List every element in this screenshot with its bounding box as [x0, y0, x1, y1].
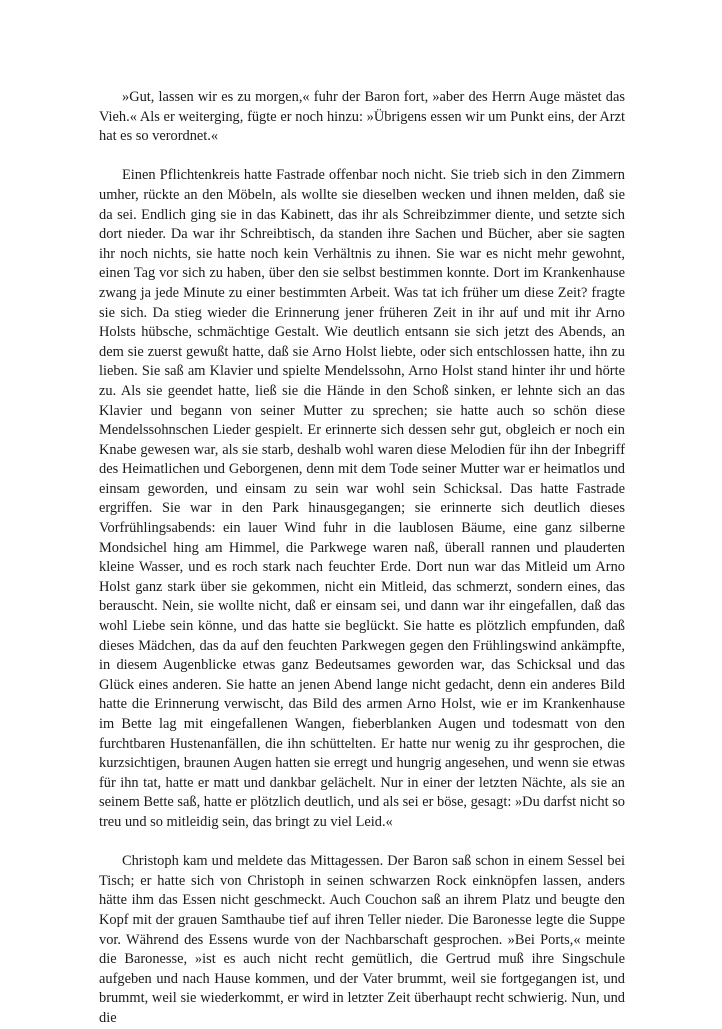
paragraph-3: Christoph kam und meldete das Mittagessen. Der Baron saß schon in einem Sessel bei Tisch; er hatte sich von Christoph in seinen schwarzen Rock einknöpfen lassen, anders hätte ihm das Essen nicht geschmeckt. Auch Couchon saß an ihrem Platz und beugte den Kopf mit der grauen Samthaube tief auf ihren Teller nieder. Die Baronesse legte die Suppe vor. Während des Essens wurde von der Nachbarschaft gesprochen. »Bei Ports,« meinte die Baronesse, »ist es auch nicht recht gemütlich, die Gertrud muß ihre Singschule aufgeben und nach Hause kommen, und der Vater brummt, weil sie fortgegangen ist, und brummt, weil sie wiederkommt, er wird in letzter Zeit überhaupt recht schwierig. Nun, und die [99, 853, 625, 1026]
document-page [99, 88, 625, 1029]
paragraph-1: »Gut, lassen wir es zu morgen,« fuhr der Baron fort, »aber des Herrn Auge mästet das Vieh.« Als er weiterging, fügte er noch hinzu: »Übrigens essen wir um Punkt eins, der Arzt hat es so verordnet.« [99, 89, 625, 145]
paragraph-2: Einen Pflichtenkreis hatte Fastrade offenbar noch nicht. Sie trieb sich in den Zimmern umher, rückte an den Möbeln, als wollte sie dieselben wecken und ihnen melden, daß sie da sei. Endlich ging sie in das Kabinett, das ihr als Schreibzimmer diente, und setzte sich dort nieder. Da war ihr Schreibtisch, da standen ihre Sachen und Bücher, aber sie sagten ihr noch nichts, sie hatte noch kein Verhältnis zu ihnen. Sie war es nicht mehr gewohnt, einen Tag vor sich zu haben, über den sie selbst bestimmen konnte. Dort im Krankenhause zwang ja jede Minute zu einer bestimmten Arbeit. Was tat ich früher um diese Zeit? fragte sie sich. Da stieg wieder die Erinnerung jener früheren Zeit in ihr auf und mit ihr Arno Holsts hübsche, schmächtige Gestalt. Wie deutlich entsann sie sich jetzt des Abends, an dem sie zuerst gewußt hatte, daß sie Arno Holst liebte, oder sich entschlossen hatte, ihn zu lieben. Sie saß am Klavier und spielte Mendelssohn, Arno Holst stand hinter ihr und hörte zu. Als sie geendet hatte, ließ sie die Hände in den Schoß sinken, er lehnte sich an das Klavier und begann von seiner Mutter zu sprechen; sie hatte auch so schön diese Mendelssohnschen Lieder gespielt. Er erinnerte sich dessen sehr gut, obgleich er noch ein Knabe gewesen war, als sie starb, deshalb wohl waren diese Melodien für ihn der Inbegriff des Heimatlichen und Geborgenen, denn mit dem Tode seiner Mutter war er heimatlos und einsam geworden, und einsam zu sein war wohl sein Schicksal. Das hatte Fastrade ergriffen. Sie war in den Park hinausgegangen; sie erinnerte sich deutlich dieses Vorfrühlingsabends: ein lauer Wind fuhr in die laublosen Bäume, eine ganz silberne Mondsichel hing am Himmel, die Parkwege waren naß, überall rannen und plauderten kleine Wasser, und es roch stark nach feuchter Erde. Dort nun war das Mitleid um Arno Holst ganz stark über sie gekommen, nicht ein Mitleid, das schmerzt, sondern eines, das berauscht. Nein, sie wollte nicht, daß er einsam sei, und dann war ihr eingefallen, daß das wohl Liebe sein könne, und das hatte sie beglückt. Sie hatte es plötzlich empfunden, daß dieses Mädchen, das da auf den feuchten Parkwegen gegen den Frühlingswind ankämpfte, in diesem Augenblicke etwas ganz Bedeutsames geworden war, das Schicksal und das Glück eines anderen. Sie hatte an jenen Abend lange nicht gedacht, denn ein anderes Bild hatte die Erinnerung verwischt, das Bild des armen Arno Holst, wie er im Krankenhause im Bette lag mit eingefallenen Wangen, fieberblanken Augen und todesmatt von den furchtbaren Hustenanfällen, die ihn schüttelten. Er hatte nur wenig zu ihr gesprochen, die kurzsichtigen, braunen Augen hatten sie erregt und hungrig angesehen, und wenn sie etwas für ihn tat, hatte er matt und dankbar gelächelt. Nur in einer der letzten Nächte, als sie an seinem Bette saß, hatte er plötzlich deutlich, und als sei er böse, gesagt: »Du darfst nicht so treu und so mitleidig sein, das bringt zu viel Leid.« [99, 167, 625, 830]
